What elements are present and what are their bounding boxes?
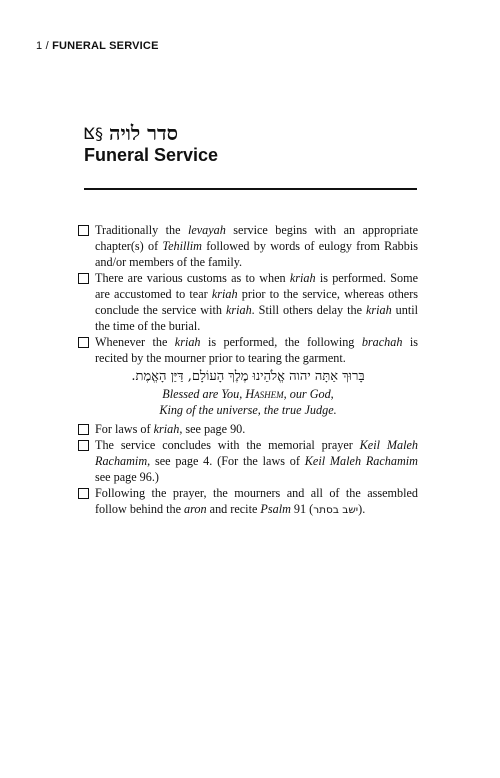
- instruction-text: [95, 437, 418, 485]
- text-run: is performed, the following: [200, 335, 362, 349]
- heading-row: [84, 121, 178, 146]
- instruction-text: [95, 222, 418, 270]
- blessing-hebrew: בָּרוּךְ אַתָּה יהוה אֱלֹהֵינוּ מֶלֶךְ הָעוֹלָם, דַּיַּן הָאֱמֶת.: [131, 369, 365, 384]
- text-run: 91 (: [290, 502, 314, 516]
- text-run: , see page 90.: [179, 422, 246, 436]
- text-run: is performed. Some are accustomed to tear: [95, 271, 418, 301]
- instructions: [78, 222, 418, 518]
- italic-term: brachah: [361, 335, 403, 349]
- text-run: There are various customs as to when: [95, 271, 290, 285]
- text-run: , our God,: [283, 387, 334, 401]
- text-run: , see page 4. (For the laws of: [147, 454, 305, 468]
- checkbox-icon: [78, 424, 89, 435]
- text-run: and recite: [206, 502, 261, 516]
- instruction-item: [78, 485, 418, 518]
- instruction-text: [95, 334, 418, 366]
- instruction-item: [78, 334, 418, 366]
- italic-term: Tehillim: [162, 239, 202, 253]
- blessing-translation-line-1: [78, 386, 418, 402]
- ornament-icon: ⴿ§: [84, 124, 103, 143]
- checkbox-icon: [78, 273, 89, 284]
- text-run: Blessed are You,: [162, 387, 246, 401]
- italic-term: aron: [184, 502, 207, 516]
- checkbox-icon: [78, 225, 89, 236]
- instruction-item: [78, 270, 418, 334]
- italic-term: Keil Maleh Rachamim: [95, 438, 418, 468]
- blessing-translation-line-2: King of the universe, the true Judge.: [159, 403, 337, 417]
- text-run: followed by words of eulogy from Rabbis and/or members of the family.: [95, 239, 419, 269]
- italic-term: Keil Maleh Rachamim: [304, 454, 418, 468]
- running-head-separator: /: [42, 40, 53, 52]
- italic-term: kriah: [211, 287, 238, 301]
- running-head-title: FUNERAL SERVICE: [52, 40, 159, 52]
- text-run: For laws of: [95, 422, 154, 436]
- text-run: Traditionally the: [95, 223, 188, 237]
- italic-term: kriah: [289, 271, 316, 285]
- italic-term: levayah: [187, 223, 226, 237]
- text-run: until the time of the burial.: [95, 303, 419, 333]
- text-run: Whenever the: [95, 335, 175, 349]
- hebrew-title: סדר לויה: [108, 121, 178, 145]
- text-run: Following the prayer, the mourners and all of the assembled follow behind the: [95, 486, 418, 516]
- checkbox-icon: [78, 337, 89, 348]
- italic-term: Psalm: [260, 502, 291, 516]
- checkbox-icon: [78, 488, 89, 499]
- italic-term: kriah: [153, 422, 180, 436]
- running-head: [36, 40, 159, 52]
- text-run: ).: [358, 502, 366, 516]
- heading-rule: [84, 188, 417, 190]
- hebrew-inline: ישב בסתר: [313, 504, 359, 516]
- instruction-item: [78, 437, 418, 485]
- italic-term: kriah: [174, 335, 201, 349]
- italic-term: kriah: [365, 303, 392, 317]
- text-run: see page 96.): [95, 470, 159, 484]
- text-run: . Still others delay the: [251, 303, 366, 317]
- blessing: [78, 368, 418, 418]
- text-run: is recited by the mourner prior to tearing the garment.: [95, 335, 418, 365]
- instruction-item: [78, 421, 418, 437]
- page-number: 1: [36, 40, 43, 52]
- divine-name: Hashem: [245, 387, 284, 401]
- instruction-text: [95, 485, 418, 518]
- italic-term: kriah: [225, 303, 252, 317]
- english-title: Funeral Service: [84, 145, 219, 165]
- instruction-text: [95, 270, 418, 334]
- instruction-item: [78, 222, 418, 270]
- text-run: service begins with an appropriate chapter(s) of: [95, 223, 418, 253]
- instruction-text: [95, 421, 418, 437]
- text-run: The service concludes with the memorial prayer: [95, 438, 360, 452]
- checkbox-icon: [78, 440, 89, 451]
- text-run: prior to the service, whereas others conclude the service with: [95, 287, 419, 317]
